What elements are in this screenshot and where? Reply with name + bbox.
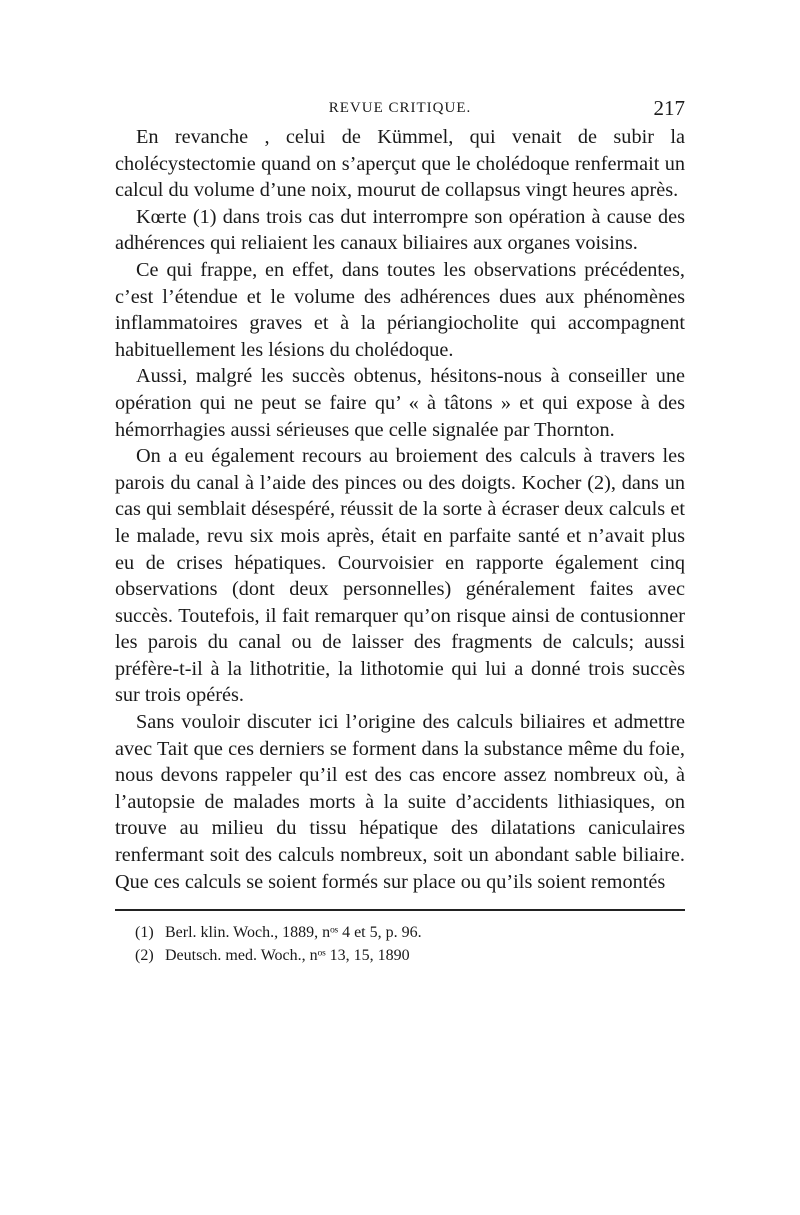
footnote-1	[135, 921, 685, 944]
paragraph-2: Kœrte (1) dans trois cas dut interrompre son opération à cause des adhérences qui reliaient les canaux biliaires aux organes voisins.	[115, 205, 685, 255]
page-number: 217	[653, 96, 685, 120]
paragraph-4: Aussi, malgré les succès obtenus, hésitons-nous à conseiller une opération qui ne peut se faire qu’ « à tâtons » et qui expose à des hémorrhagies aussi sérieuses que celle signalée par Thornton.	[115, 365, 685, 441]
footnote-2-text: Deutsch. med. Woch., nᵒˢ 13, 15, 1890	[165, 947, 410, 965]
book-page	[115, 96, 685, 967]
paragraph-5: On a eu également recours au broiement des calculs à travers les parois du canal à l’aide des pinces ou des doigts. Kocher (2), dans un cas qui semblait désespéré, réussit de la sorte à écraser deux calculs et le malade, revu six mois après, était en parfaite santé et n’avait plus eu de crises hépatiques. Courvoisier en rapporte également cinq observations (dont deux personnelles) généralement faites avec succès. Toutefois, il fait remarquer qu’on risque ainsi de contusionner les parois du canal ou de laisser des fragments de calculs; aussi préfère-t-il à la lithotritie, la lithotomie qui lui a donné trois succès sur trois opérés.	[115, 445, 685, 707]
body-text	[115, 124, 685, 895]
footnotes	[115, 921, 685, 967]
footnote-divider	[115, 909, 685, 911]
footnote-1-number: (1)	[135, 924, 154, 942]
paragraph-1: En revanche , celui de Kümmel, qui venait de subir la cholécystectomie quand on s’aperçut que le cholédoque renfermait un calcul du volume d’une noix, mourut de collapsus vingt heures après.	[115, 126, 685, 202]
running-title: REVUE CRITIQUE.	[328, 100, 472, 116]
footnote-2	[135, 944, 685, 967]
running-head	[115, 96, 685, 120]
footnote-2-number: (2)	[135, 947, 154, 965]
paragraph-6: Sans vouloir discuter ici l’origine des calculs biliaires et admettre avec Tait que ces derniers se forment dans la substance même du foie, nous devons rappeler qu’il est des cas encore assez nombreux où, à l’autopsie de malades morts à la suite d’accidents lithiasiques, on trouve au milieu du tissu hépatique des dilatations caniculaires renfermant soit des calculs nombreux, soit un abondant sable biliaire. Que ces calculs se soient formés sur place ou qu’ils soient remontés	[115, 711, 685, 893]
footnote-1-text: Berl. klin. Woch., 1889, nᵒˢ 4 et 5, p. 96.	[165, 924, 422, 942]
paragraph-3: Ce qui frappe, en effet, dans toutes les observations précédentes, c’est l’étendue et le volume des adhérences dues aux phénomènes inflammatoires graves et à la périangiocholite qui accompagnent habituellement les lésions du cholédoque.	[115, 258, 685, 361]
